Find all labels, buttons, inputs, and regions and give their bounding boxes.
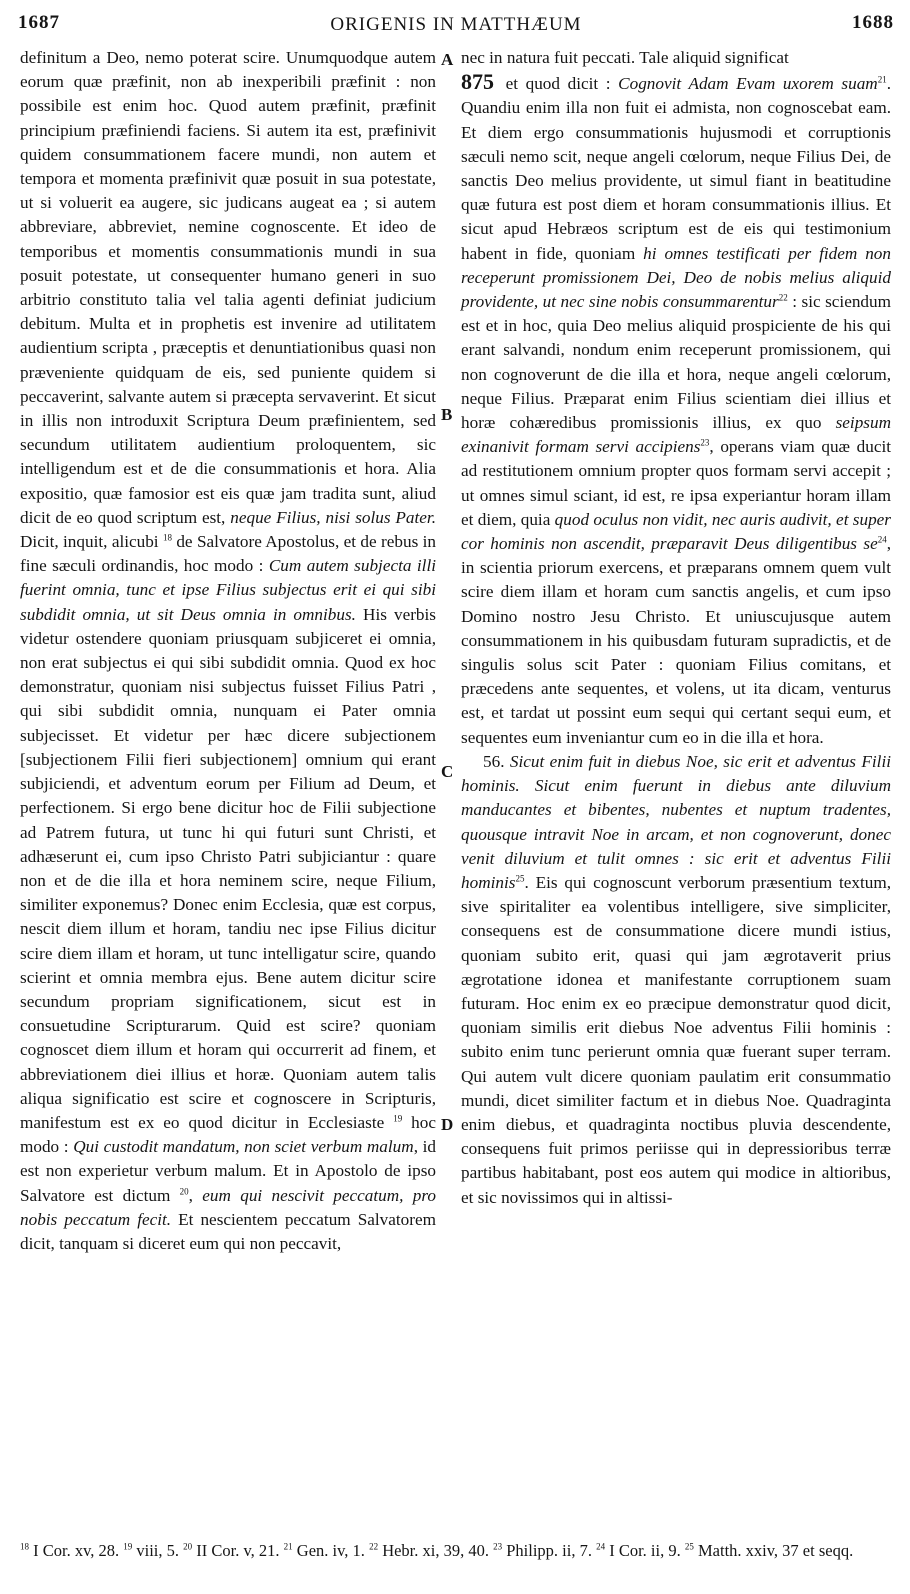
left-page-number: 1687 [18, 12, 60, 33]
running-header [18, 12, 894, 38]
right-page-number: 1688 [852, 12, 894, 33]
footnote-ref-22[interactable]: 22 [778, 292, 788, 303]
running-title: ORIGENIS IN MATTHÆUM [330, 14, 582, 35]
footnote-ref-25[interactable]: 25 [515, 873, 525, 884]
left-column [20, 46, 436, 1256]
section-number: 56. [483, 751, 505, 771]
footnote-ref-19[interactable]: 19 [393, 1113, 403, 1124]
right-column [461, 46, 891, 1210]
right-paragraph-1: nec in natura fuit peccati. Tale aliquid significat 875 et quod dicit : Cognovit Adam Evam uxorem suam$^{21}$. Quandiu enim illa non fuit ei admista, non cognoscebat eam. Et diem ergo consummationis hujusmodi et corruptionis sæculi nemo scit, neque angeli cœlorum, neque Filius Dei, de sanctis Deo melius providente, ut simul fiant in beatitudine quæ futura est post diem et horam consummationis illius. Et sicut apud Hebræos scriptum est de eis qui testimonium habent in fide, quoniam hi omnes testificati per fidem non receperunt promissionem Dei, Deo de nobis melius aliquid providente, ut nec sine nobis consummarentur$^{22}$ : sic sciendum est et in hoc, quia Deo melius aliquid prospiciente de his qui erant salvandi, nondum enim receperunt promissionem, qui non cognoverunt de die illa et hora, neque angeli cœlorum, neque Filius. Præparat enim Filius scientiam diei illius et horæ cohæredibus promissionis illius, ex quo seipsum exinanivit formam servi accipiens$^{23}$, operans viam quæ ducit ad restitutionem omnium propter quos formam servi accepit ; ut omnes simul sciant, id est, re ipsa experiantur horam illam et diem, quia quod oculus non vidit, nec auris audivit, et super cor hominis non ascendit, præparavit Deus diligentibus $se^{24}$, in scientia priorum exercens, et præparans omnem quem vult scire diem illam et horam cum sanctis angelis, et cum ipso Domino nostro Jesu Christo. Et uniuscujusque autem consummationem in his quibusdam futuram supradictis, et de singulis solus scit Pater : quoniam Filius comitans, et præcedens ante sequentes, et volens, ut ita dicam, venturus est, et tardat ut possint eum sequi qui certant sequi eum, et sequentes eum inveniantur cum eo in die illa et hora. [461, 48, 891, 747]
column-number: 875 [461, 69, 494, 95]
footnotes: $^{18}$ I Cor. xv, 28. $^{19}$ viii, 5. $^{20}$ II Cor. v, 21. $^{21}$ Gen. iv, 1. $^{22}$ Hebr. xi, 39, 40. $^{23}$ Philipp. ii, 7. $^{24}$ I Cor. ii, 9. $^{25}$ Matth. xxiv, 37 et seqq. [20, 1541, 854, 1560]
footnote-ref-23[interactable]: 23 [700, 437, 710, 448]
footnote-ref-20[interactable]: 20 [179, 1185, 189, 1196]
margin-marker-c: C [441, 762, 454, 781]
margin-marker-b: B [441, 405, 453, 424]
left-paragraph: definitum a Deo, nemo poterat scire. Unumquodque autem eorum quæ præfinit, non ab inexperibili præfinit : non possibile est enim hoc. Quod autem præfinit, præfinit principium præfiniendi faciens. Si autem ita est, præfinivit quidem consummationem facere mundi, non autem et tempora et momenta præfinivit quæ posuit in sua potestate, ut si voluerit ea augere, sic judicans augeat ea ; si autem abbreviare, abbreviet, nemine cognoscente. Et ideo de temporibus et momentis consummationis mundi in sua posuit potestate, ut consequenter humano generi in suo arbitrio constituto talia vel talia agenti definiat judicium debitum. Multa et in prophetis est invenire ad utilitatem audientium scripta , præceptis et denuntiationibus quasi non præveniente quidquam de eis, sed puniente quidem si peccaverint, salvante autem si præcepta servaverint. Et sicut in illis non introduxit Scriptura Deum præfinientem, sed secundum utilitatem audientium proloquentem, sic intelligendum est et de die consummationis et hora. Alia expositio, quæ famosior est eis quæ jam tradita sunt, aliud dicit de eo quod scriptum est, neque Filius, nisi solus Pater. Dicit, inquit, alicubi $^{18}$ de Salvatore Apostolus, et de rebus in fine sæculi ordinandis, hoc modo : Cum autem subjecta illi fuerint omnia, tunc et ipse Filius subjectus erit ei qui sibi subdidit omnia, ut sit Deus omnia in omnibus. His verbis videtur ostendere quoniam priusquam subjiceret ei omnia, non erat subjectus ei qui sibi subdidit omnia. Quod ex hoc demonstratur, quoniam nisi subjectus fuisset Filius Patri , qui sibi subdidit omnia, nunquam ei Pater omnia subjecisset. Et videtur per hæc dicere subjectionem [subjectionem Filii fieri subjectionem] omnium qui erant subjiciendi, et adventum eorum per Filium ad Deum, et perfectionem. Si ergo bene dicitur hoc de Filii subjectione ad Patrem futura, ut tunc hi qui futuri sunt Christi, et adhæserunt ei, cum ipso Christo Patri subjiciantur : quare non et de die illa et hora neminem scire, neque Filium, similiter exponemus? Donec enim Ecclesia, quæ est corpus, nescit diem illum et horam, tandiu nec ipse Filius dicitur scire diem illam et horam, ut tunc intelligatur scire, quando scierint et omnia membra ejus. Bene autem dicitur scire secundum propriam significationem, sicut est in consuetudine Scripturarum. Quid est scire? quoniam cognoscet diem illum et horam qui occurrerit ad finem, et abbreviationem diei illius et horæ. Quoniam autem talis aliqua significatio est scire et cognoscere in Scripturis, manifestum est ex eo quod dicitur in Ecclesiaste $^{19}$ hoc modo : Qui custodit mandatum, non sciet verbum malum, id est non experietur verbum malum. Et in Apostolo de ipso Salvatore est dictum $^{20}$, eum qui nescivit peccatum, pro nobis peccatum fecit. Et nescientem peccatum Salvatorem dicit, tanquam si diceret eum qui non peccavit, [20, 48, 436, 1253]
right-paragraph-2: 56. Sicut enim fuit in diebus Noe, sic erit et adventus Filii hominis. Sicut enim fuerunt in diebus ante diluvium manducantes et bibentes, nubentes et nuptum tradentes, quousque intravit Noe in arcam, et non cognoverunt, donec venit diluvium et tulit omnes : sic erit et adventus Filii hominis$^{25}$. Eis qui cognoscunt verborum præsentium textum, sive spiritaliter ea volentibus intelligere, sive simpliciter, consequens est de consummatione dicere mundi istius, quoniam subito erit, quasi qui jam ægrotaverit prius ægrotatione idonea et manifestante corruptionem suam futuram. Hoc enim ex eo præcipue demonstratur quod dicit, quoniam similis erit diebus Noe adventus Filii hominis : subito enim tunc perierunt omnia quæ fuerant super terram. Qui autem vult dicere quoniam paulatim erit consummatio mundi, dicet similiter factum et in diebus Noe. Quadraginta enim diebus, et quadraginta noctibus pluvia descendente, consequens fuit primos periisse qui in depressioribus terræ partibus habitabant, post eos autem qui modice in altioribus, et sic novissimos qui in altissi- [461, 751, 892, 1207]
footnote-ref-21[interactable]: 21 [877, 74, 887, 85]
margin-marker-a: A [441, 50, 454, 69]
footnote-ref-18[interactable]: 18 [162, 532, 172, 543]
margin-marker-d: D [441, 1115, 454, 1134]
footnote-ref-24[interactable]: 24 [877, 534, 887, 545]
